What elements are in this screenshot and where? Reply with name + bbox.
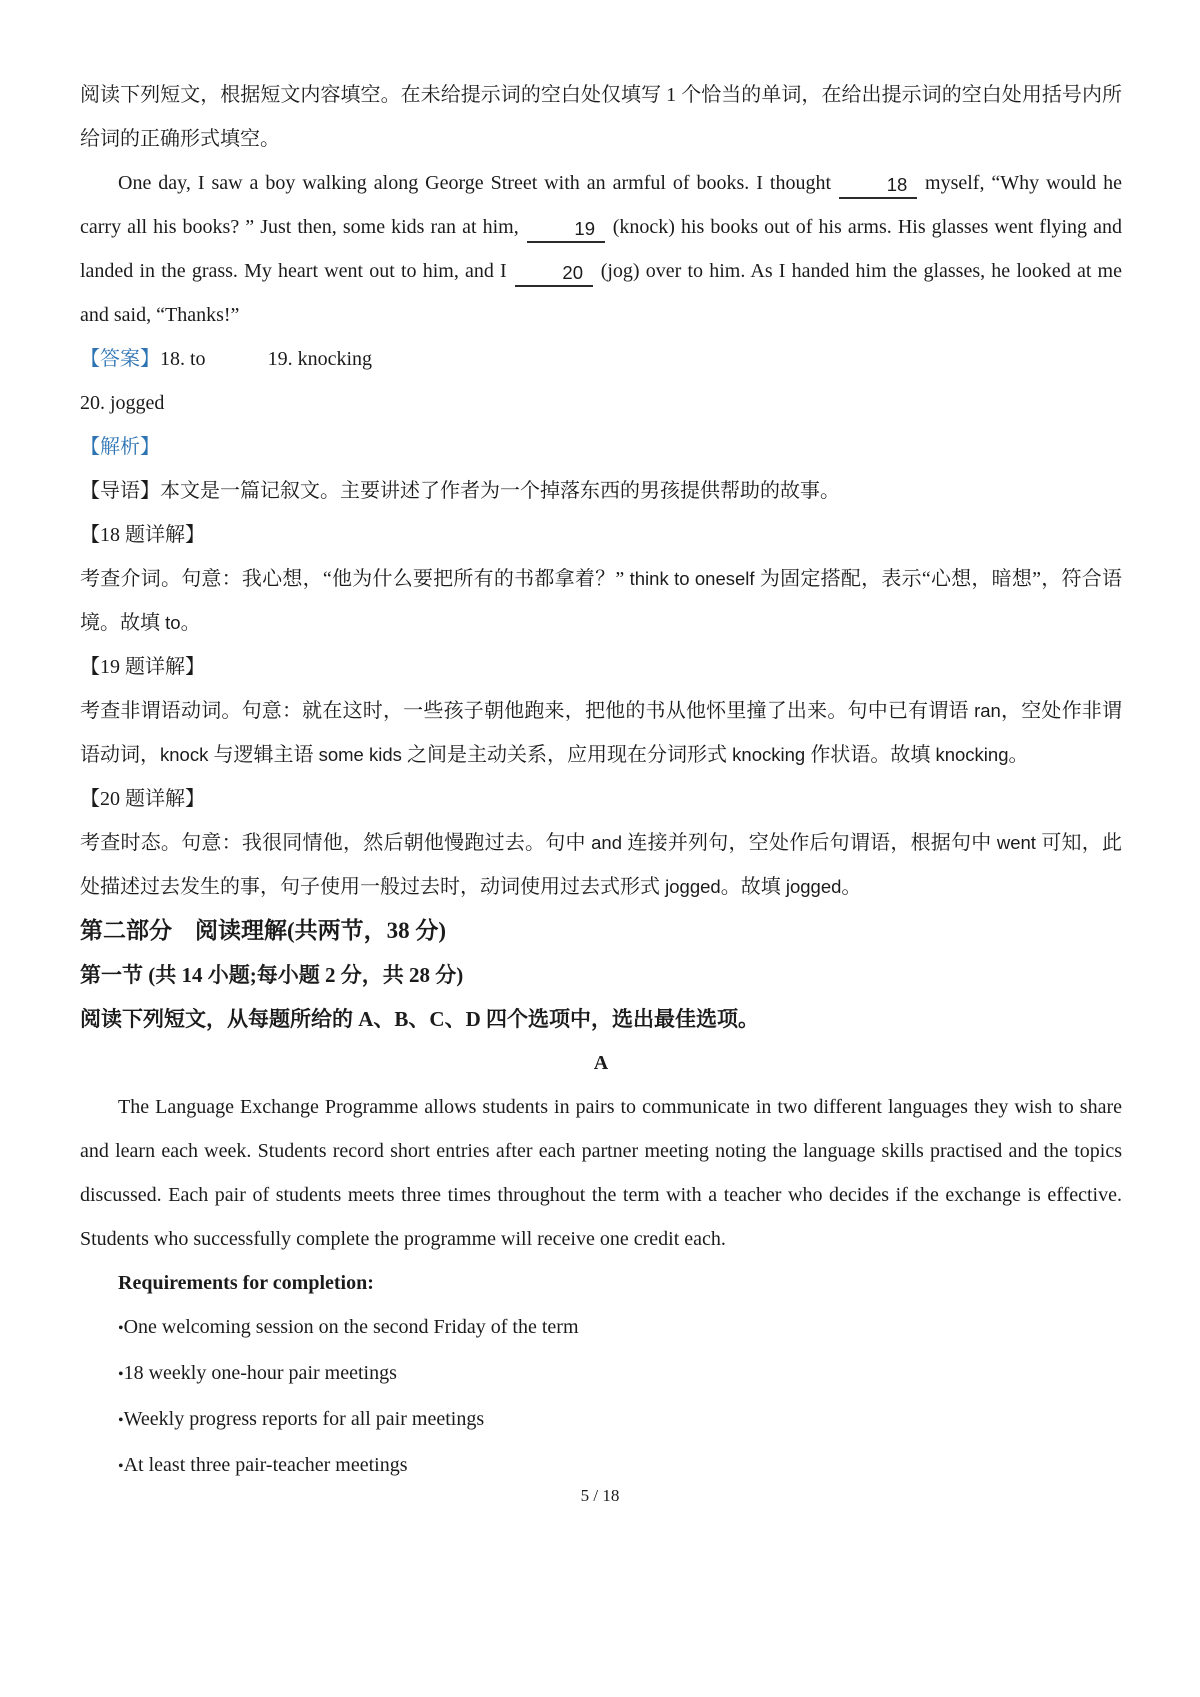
requirement-text: At least three pair-teacher meetings: [123, 1454, 408, 1476]
text-run: knocking: [930, 744, 1009, 765]
requirement-item: [80, 1305, 1122, 1351]
blank-20: [515, 261, 593, 287]
bullet-icon: •: [118, 1320, 124, 1337]
page-number: 5 / 18: [580, 1486, 620, 1505]
bullet-icon: •: [118, 1458, 124, 1475]
bullet-icon: •: [118, 1366, 124, 1383]
requirements-heading: Requirements for completion:: [118, 1272, 374, 1294]
answer-20: 20. jogged: [80, 392, 165, 414]
analysis-label: 【解析】: [80, 436, 160, 458]
passage-a-label: A: [593, 1052, 609, 1074]
gapfill-passage: [80, 161, 1122, 337]
requirement-text: 18 weekly one-hour pair meetings: [123, 1362, 397, 1384]
requirement-item: [80, 1397, 1122, 1443]
detail-20-title: 【20 题详解】: [80, 788, 205, 810]
text-run: 。: [841, 876, 862, 898]
detail-20-body: [80, 821, 1122, 909]
text-run: 作状语。故填: [810, 744, 931, 766]
requirement-text: One welcoming session on the second Friday of the term: [123, 1316, 579, 1338]
answer-label: 【答案】: [80, 348, 160, 370]
text-run: ，空处作非谓语动词，: [80, 700, 1123, 766]
blank-19: [527, 217, 605, 243]
text-run: 为固定搭配，表示“心想，暗想”，符合语境。故填: [80, 568, 1122, 634]
text-run: jogged: [780, 876, 842, 897]
passage-segment: (jog) over to him. As I handed him the glasses, he looked at me and said, “Thanks!”: [80, 260, 1122, 326]
text-run: think to oneself: [624, 568, 760, 589]
requirement-text: Weekly progress reports for all pair meetings: [123, 1408, 485, 1430]
text-run: 。: [180, 612, 201, 634]
answer-line: [80, 337, 1122, 381]
blank-19-number: 19: [574, 218, 595, 239]
text-run: to: [160, 612, 181, 633]
text-run: 可知，此处描述过去发生的事，句子使用一般过去时，动词使用过去式形式: [80, 832, 1123, 898]
text-run: 。故填: [720, 876, 781, 898]
passage-segment: One day, I saw a boy walking along George Street with an armful of books. I thought: [118, 172, 832, 194]
blank-18-number: 18: [886, 174, 908, 195]
answer-19: 19. knocking: [267, 348, 372, 370]
part2-instructions: 阅读下列短文，从每题所给的 A、B、C、D 四个选项中，选出最佳选项。: [80, 1007, 760, 1031]
text-run: ran: [968, 700, 1001, 721]
text-run: 考查时态。句意：我很同情他，然后朝他慢跑过去。句中: [80, 832, 586, 854]
detail-19-body: [80, 689, 1122, 777]
passage-segment: (knock) his books out of his arms. His glasses went flying and landed in the grass. My heart went out to him, and I: [80, 216, 1122, 282]
text-run: some kids: [313, 744, 408, 765]
text-run: went: [991, 832, 1042, 853]
part2-subsection-title: 第一节 (共 14 小题;每小题 2 分，共 28 分): [80, 963, 464, 987]
requirement-item: [80, 1351, 1122, 1397]
text-run: 之间是主动关系，应用现在分词形式: [407, 744, 728, 766]
passage-a-text: The Language Exchange Programme allows students in pairs to communicate in two different languages they wish to share and learn each week. Students record short entries after each partner meeting noting the language skills practised and the topics discussed. Each pair of students meets three times throughout the term with a teacher who decides if the exchange is effective. Students who successfully complete the programme will receive one credit each.: [80, 1096, 1122, 1250]
part2-section-title: 第二部分 阅读理解(共两节，38 分): [80, 918, 447, 943]
text-run: 。: [1008, 744, 1029, 766]
text-run: knock: [160, 744, 214, 765]
bullet-icon: •: [118, 1412, 124, 1429]
text-run: 考查非谓语动词。句意：就在这时，一些孩子朝他跑来，把他的书从他怀里撞了出来。句中已有谓语: [80, 700, 969, 722]
text-run: 与逻辑主语: [213, 744, 314, 766]
detail-19-title: 【19 题详解】: [80, 656, 205, 678]
text-run: and: [585, 832, 628, 853]
detail-18-title: 【18 题详解】: [80, 524, 205, 546]
text-run: jogged: [660, 876, 721, 897]
answer-18: 18. to: [160, 348, 206, 370]
text-run: knocking: [727, 744, 811, 765]
blank-18: [839, 173, 917, 199]
passage-intro-note: 【导语】本文是一篇记叙文。主要讲述了作者为一个掉落东西的男孩提供帮助的故事。: [80, 480, 840, 502]
detail-18-body: [80, 557, 1122, 645]
text-run: 考查介词。句意：我心想，“他为什么要把所有的书都拿着？”: [80, 568, 625, 590]
gapfill-instructions: 阅读下列短文，根据短文内容填空。在未给提示词的空白处仅填写 1 个恰当的单词，在给出提示词的空白处用括号内所给词的正确形式填空。: [80, 84, 1122, 150]
blank-20-number: 20: [562, 262, 583, 283]
passage-segment: myself, “Why would he carry all his books? ” Just then, some kids ran at him,: [80, 172, 1122, 238]
text-run: 连接并列句，空处作后句谓语，根据句中: [627, 832, 992, 854]
